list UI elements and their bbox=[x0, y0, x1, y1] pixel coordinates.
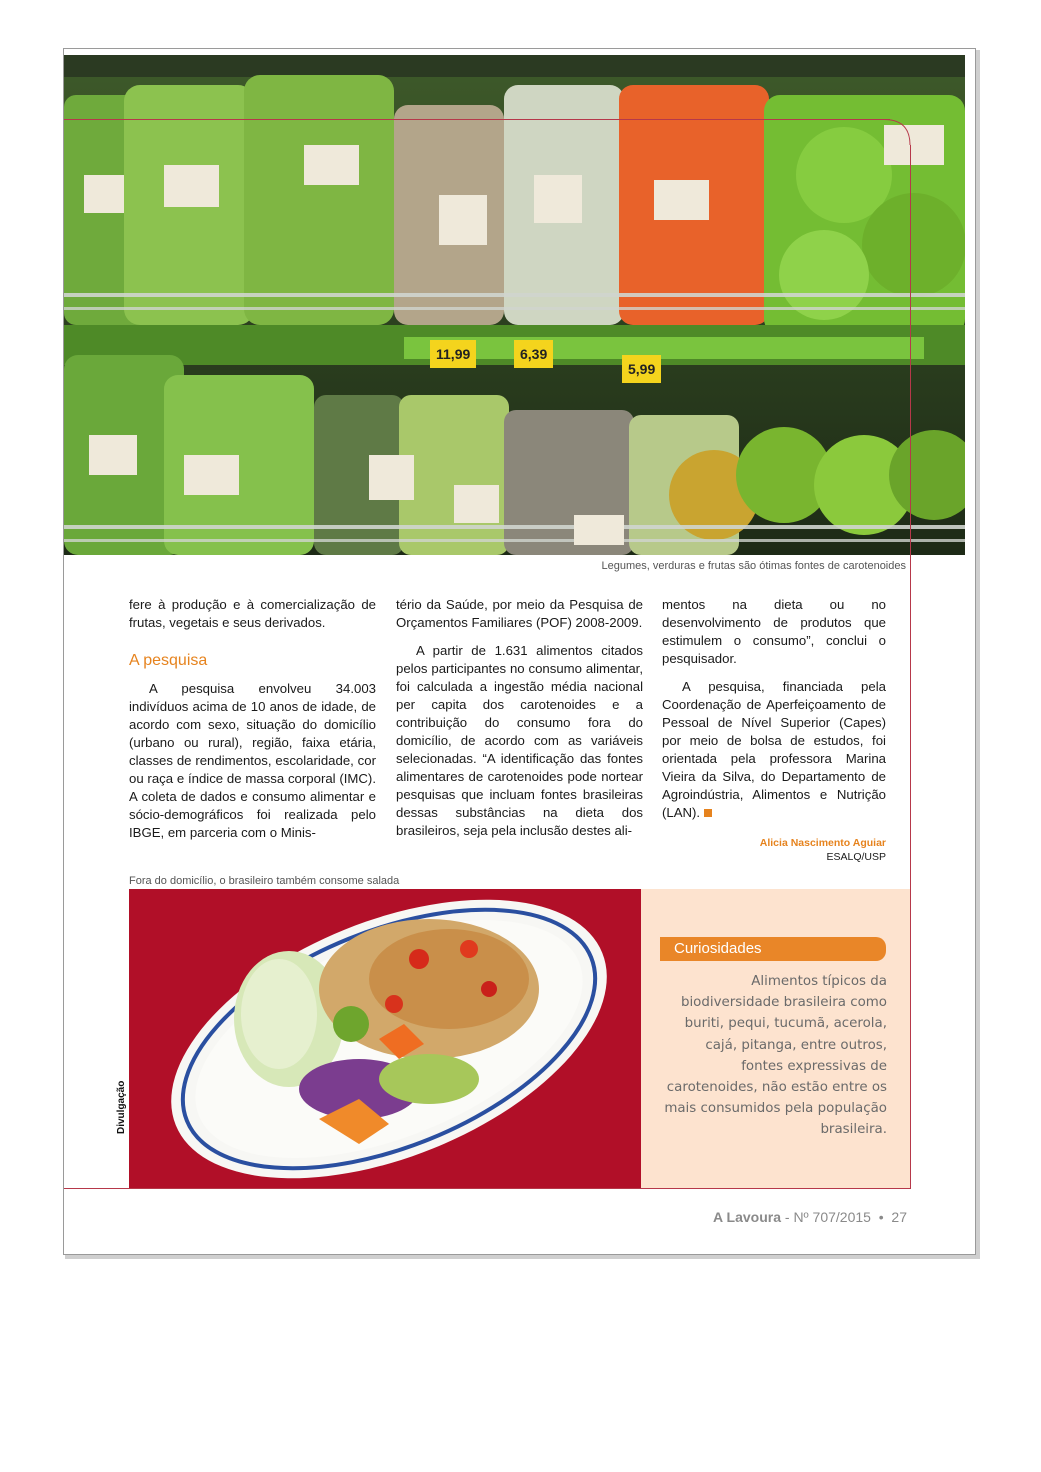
paragraph: A pesquisa envolveu 34.003 indivíduos acima de 10 anos de idade, de acordo com sexo, situação do domicílio (urbano ou rural), região, faixa etária, classes de rendimentos, escolaridade, cor ou raça e índice de massa corporal (IMC). A coleta de dados e consumo alimentar e sócio-demográficos foi realizada pelo IBGE, em parceria com o Minis- bbox=[129, 681, 376, 840]
issue-number: Nº 707/2015 bbox=[793, 1209, 871, 1225]
frame-line-top bbox=[64, 119, 890, 120]
curiosidades-title: Curiosidades bbox=[660, 937, 886, 961]
text-column-1 bbox=[129, 596, 376, 842]
paragraph: A partir de 1.631 alimentos citados pelos participantes no consumo alimentar, foi calculada a ingestão média nacional per capita dos carotenoides e a contribuição do consumo fora do domicílio, de acordo com as variáveis selecionadas. “A identificação das fontes alimentares de carotenoides pode nortear pesquisas que incluam fontes brasileiras dessas substâncias na dieta dos brasileiros, seja pela inclusão destes ali- bbox=[396, 643, 643, 838]
price-tag: 6,39 bbox=[514, 340, 553, 368]
photo-credit: Divulgação bbox=[116, 1080, 127, 1134]
price-tag: 5,99 bbox=[622, 355, 661, 383]
top-photo-caption: Legumes, verduras e frutas são ótimas fontes de carotenoides bbox=[601, 560, 906, 572]
paragraph: fere à produção e à comercialização de frutas, vegetais e seus derivados. bbox=[129, 597, 376, 630]
section-heading: A pesquisa bbox=[129, 652, 208, 669]
produce-shelf-illustration bbox=[64, 55, 965, 555]
paragraph bbox=[662, 678, 886, 822]
page-footer bbox=[713, 1209, 907, 1225]
price-tag: 11,99 bbox=[430, 340, 476, 368]
magazine-page bbox=[64, 49, 975, 1254]
footer-bullet: • bbox=[878, 1209, 884, 1225]
author-org: ESALQ/USP bbox=[826, 851, 886, 863]
paragraph: mentos na dieta ou no desenvolvimento de produtos que estimulem o consumo”, conclui o pesquisador. bbox=[662, 597, 886, 666]
bottom-photo-salad bbox=[129, 889, 641, 1188]
footer-separator: - bbox=[784, 1209, 790, 1225]
text-column-2 bbox=[396, 596, 643, 840]
end-mark-square bbox=[704, 809, 712, 817]
salad-plate-illustration bbox=[129, 889, 641, 1188]
page-number: 27 bbox=[891, 1209, 907, 1225]
top-photo-produce-shelf bbox=[64, 55, 965, 555]
author-block bbox=[662, 836, 886, 864]
bottom-photo-caption: Fora do domicílio, o brasileiro também consome salada bbox=[129, 875, 400, 887]
paragraph: tério da Saúde, por meio da Pesquisa de Orçamentos Familiares (POF) 2008-2009. bbox=[396, 597, 643, 630]
text-column-3 bbox=[662, 596, 886, 864]
magazine-name: A Lavoura bbox=[713, 1209, 781, 1225]
paragraph-text: A pesquisa, financiada pela Coordenação de Aperfeiçoamento de Pessoal de Nível Superior (Capes) por meio de bolsa de estudos, foi orientada pela professora Marina Vieira da Silva, do Departamento de Agroindústria, Alimentos e Nutrição (LAN). bbox=[662, 679, 886, 820]
author-name: Alicia Nascimento Aguiar bbox=[759, 837, 886, 849]
frame-line-bottom bbox=[64, 1188, 911, 1189]
frame-line-right bbox=[910, 145, 911, 1189]
curiosidades-text: Alimentos típicos da biodiversidade brasileira como buriti, pequi, tucumã, acerola, cajá, pitanga, entre outros, fontes expressivas de carotenoides, não estão entre os mais consumidos pela população brasileira. bbox=[664, 974, 887, 1138]
curiosidades-box bbox=[641, 889, 910, 1188]
